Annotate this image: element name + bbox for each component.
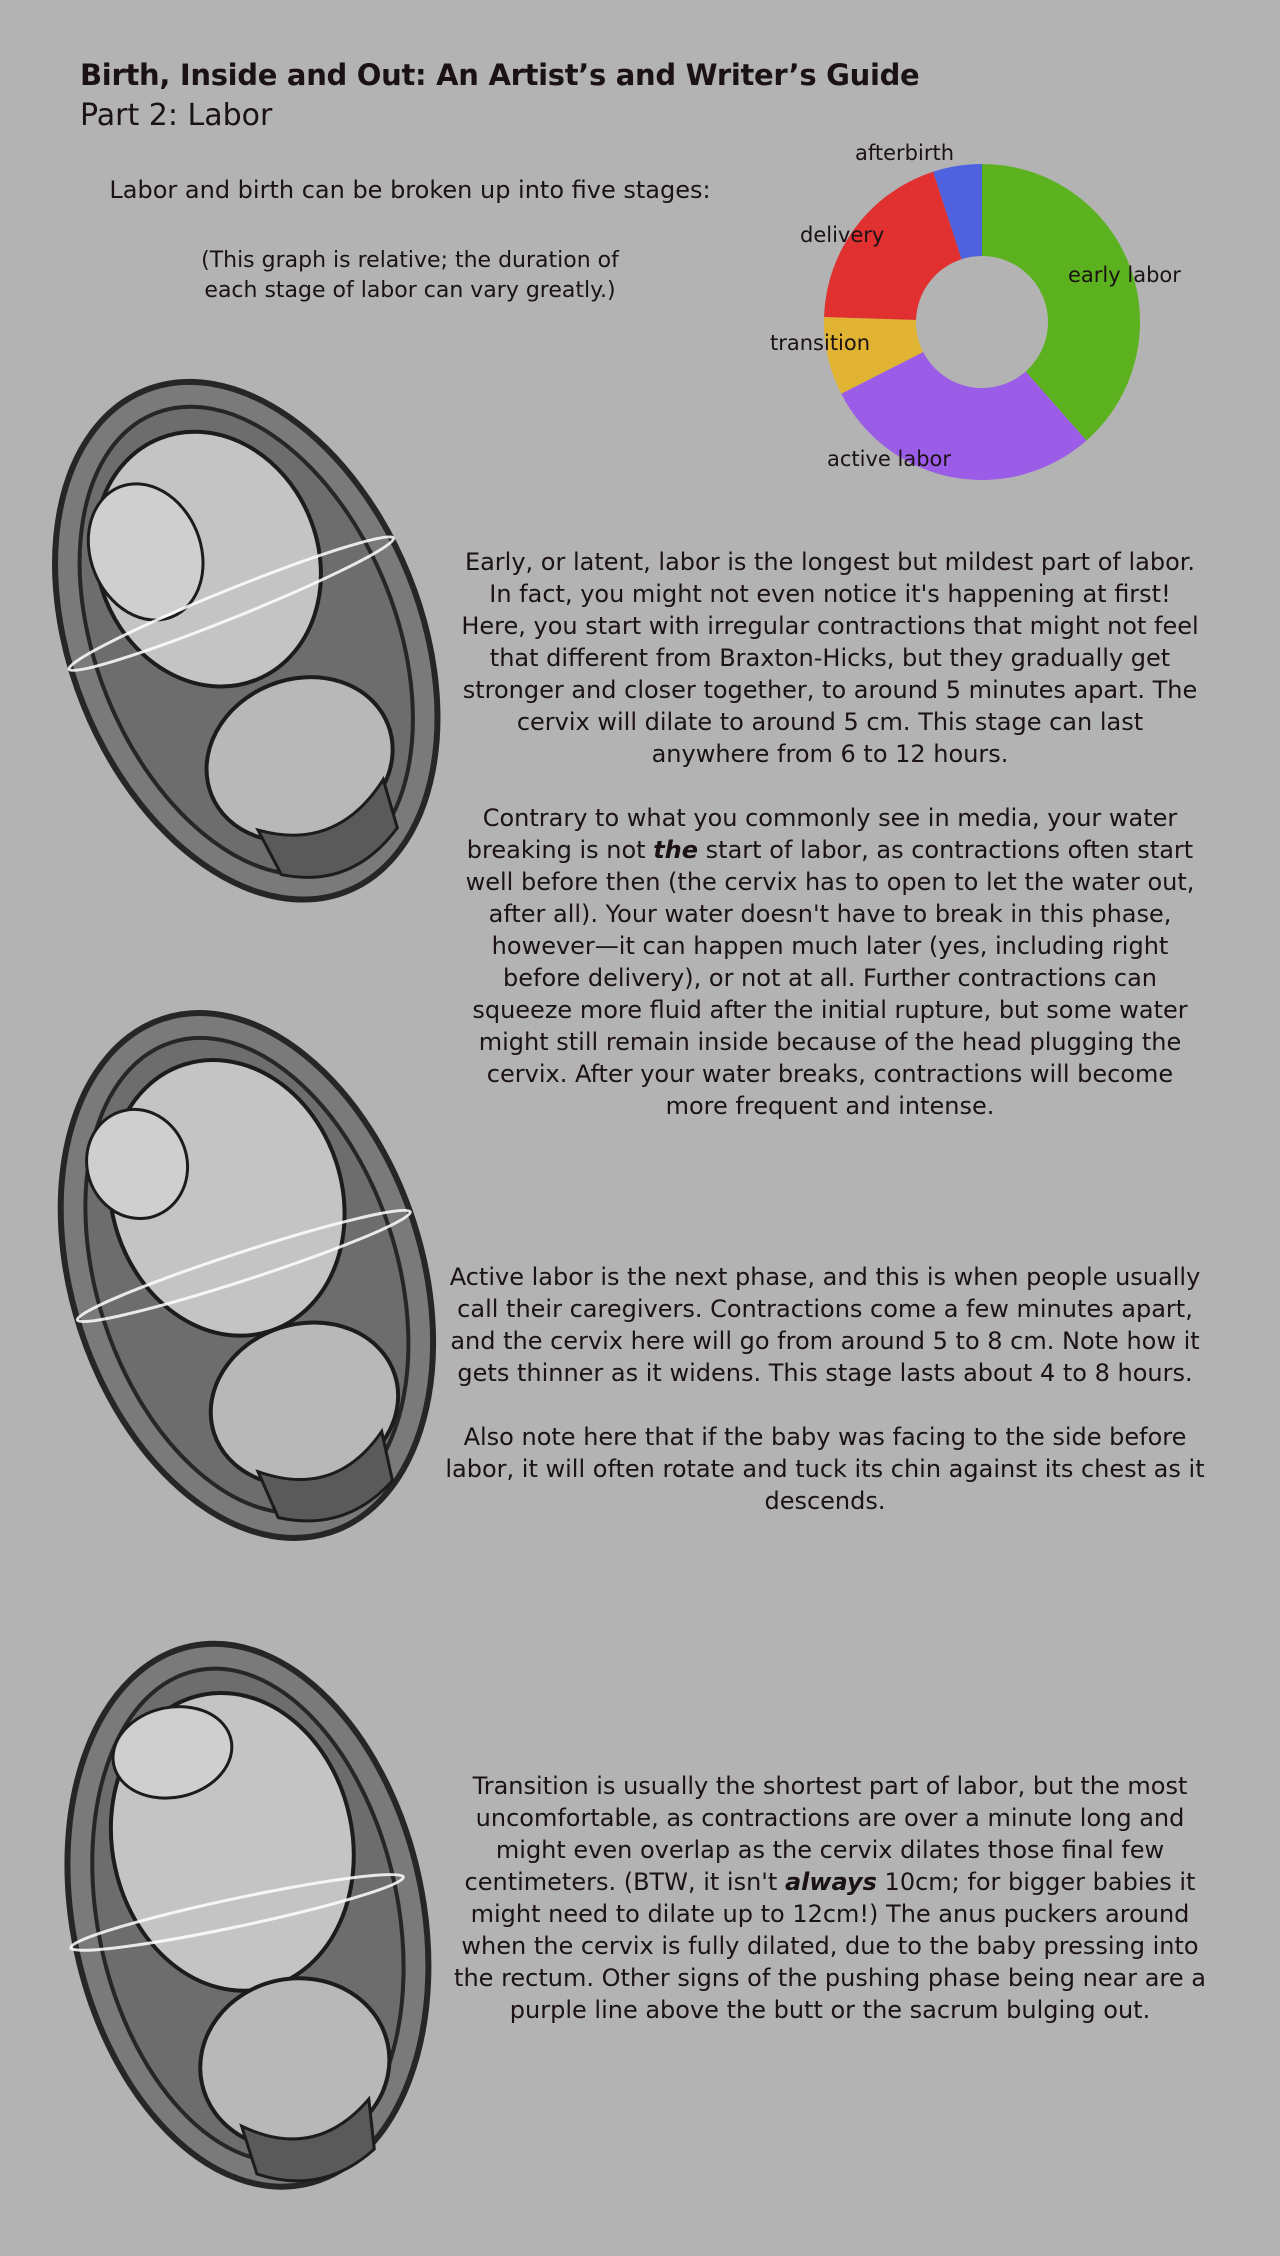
donut-label-afterbirth: afterbirth xyxy=(855,141,955,165)
uterus-transition-illustration xyxy=(40,1620,460,2230)
donut-label-transition: transition xyxy=(770,331,871,355)
page-title: Birth, Inside and Out: An Artist’s and Writer’s Guide xyxy=(80,58,920,92)
donut-label-early-labor: early labor xyxy=(1068,263,1181,287)
donut-label-active-labor: active labor xyxy=(827,447,952,471)
water-breaking-text-start: Contrary to what you commonly see in media, your water breaking is not xyxy=(466,804,1178,864)
water-breaking-paragraph xyxy=(455,802,1205,1122)
early-labor-section xyxy=(455,546,1205,1122)
active-labor-section xyxy=(440,1261,1210,1517)
intro-text: Labor and birth can be broken up into five stages: xyxy=(109,176,711,204)
labor-stages-donut-chart xyxy=(760,130,1220,490)
chart-note-line: (This graph is relative; the duration of xyxy=(201,248,619,273)
transition-section xyxy=(450,1770,1210,2026)
transition-text-start: Transition is usually the shortest part of labor, but the most uncomfortable, as contractions are over a minute long and might even overlap as the cervix dilates those final few centimeters. (BTW, it isn't xyxy=(464,1772,1188,1896)
chart-note-line: each stage of labor can vary greatly.) xyxy=(204,278,616,303)
active-labor-paragraph: Active labor is the next phase, and this is when people usually call their caregivers. Contractions come a few minutes apart, and the cervix here will go from around 5 to 8 cm. Note how it gets thinner as it widens. This stage lasts about 4 to 8 hours. xyxy=(449,1263,1201,1387)
transition-emphasis: always xyxy=(784,1868,877,1896)
chart-note xyxy=(150,246,670,306)
transition-text-end: 10cm; for bigger babies it might need to dilate up to 12cm!) The anus puckers around when the cervix is fully dilated, due to the baby pressing into the rectum. Other signs of the pushing phase being near are a purple line above the butt or the sacrum bulging out. xyxy=(454,1868,1206,2024)
transition-paragraph xyxy=(450,1770,1210,2026)
page-subtitle: Part 2: Labor xyxy=(80,98,273,133)
water-breaking-emphasis: the xyxy=(653,836,699,864)
rotation-paragraph: Also note here that if the baby was facing to the side before labor, it will often rotate and tuck its chin against its chest as it descends. xyxy=(445,1423,1205,1515)
uterus-active-labor-illustration xyxy=(40,985,460,1585)
early-labor-paragraph: Early, or latent, labor is the longest but mildest part of labor. In fact, you might not even notice it's happening at first! Here, you start with irregular contractions that might not feel that different from Braxton-Hicks, but they gradually get stronger and closer together, to around 5 minutes apart. The cervix will dilate to around 5 cm. This stage can last anywhere from 6 to 12 hours. xyxy=(461,548,1199,768)
uterus-early-labor-illustration xyxy=(40,350,460,950)
donut-label-delivery: delivery xyxy=(800,223,885,247)
water-breaking-text-end: start of labor, as contractions often start well before then (the cervix has to open to let the water out, after all). Your water doesn't have to break in this phase, however—it can happen much later (yes, including right before delivery), or not at all. Further contractions can squeeze more fluid after the initial rupture, but some water might still remain inside because of the head plugging the cervix. After your water breaks, contractions will become more frequent and intense. xyxy=(465,836,1195,1120)
